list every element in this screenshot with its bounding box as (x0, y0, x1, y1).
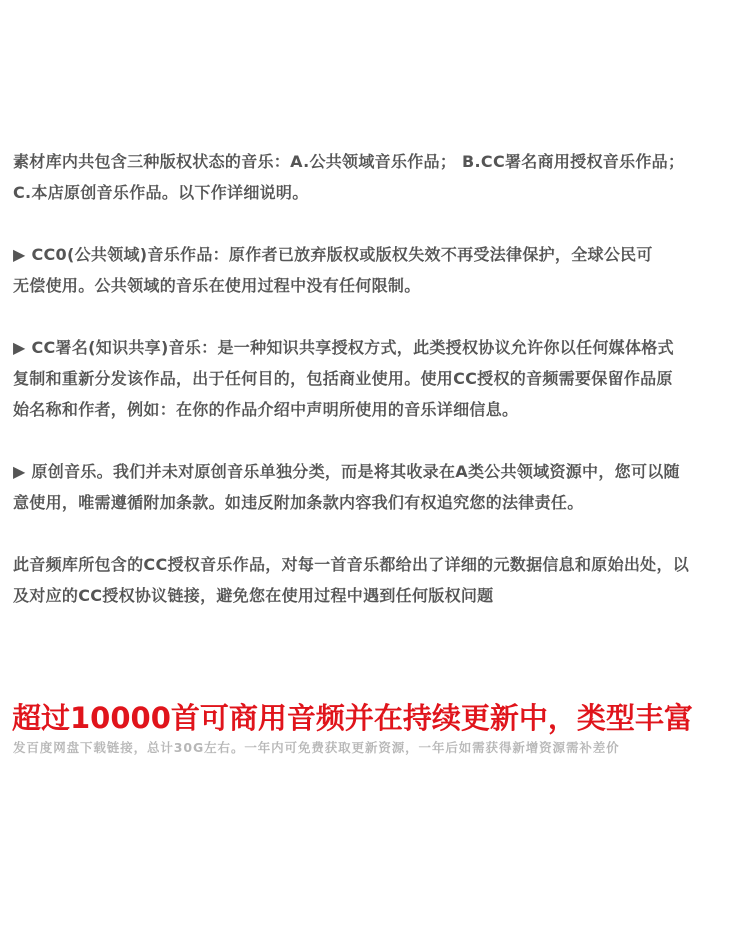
paragraph-gap (13, 518, 741, 549)
paragraph-gap (13, 208, 741, 239)
cc-by-line-2: 复制和重新分发该作品，出于任何目的，包括商业使用。使用CC授权的音频需要保留作品原 (13, 369, 673, 388)
cc-by-line-3: 始名称和作者，例如：在你的作品介绍中声明所使用的音乐详细信息。 (13, 400, 519, 419)
summary-line-2: 及对应的CC授权协议链接，避免您在使用过程中遇到任何版权问题 (13, 586, 494, 605)
cc0-line-1: ▶ CC0(公共领域)音乐作品：原作者已放弃版权或版权失效不再受法律保护，全球公民可 (13, 245, 653, 264)
summary-line-1: 此音频库所包含的CC授权音乐作品，对每一首音乐都给出了详细的元数据信息和原始出处，以 (13, 555, 690, 574)
cc0-line-2: 无偿使用。公共领域的音乐在使用过程中没有任何限制。 (13, 276, 421, 295)
original-line-2: 意使用，唯需遵循附加条款。如违反附加条款内容我们有权追究您的法律责任。 (13, 493, 584, 512)
paragraph-gap (13, 425, 741, 456)
original-line-1: ▶ 原创音乐。我们并未对原创音乐单独分类，而是将其收录在A类公共领域资源中，您可以随 (13, 462, 680, 481)
license-description (13, 146, 741, 611)
intro-line-2: C.本店原创音乐作品。以下作详细说明。 (13, 183, 309, 202)
promo-subline: 发百度网盘下载链接，总计30G左右。一年内可免费获取更新资源，一年后如需获得新增资源需补差价 (13, 740, 620, 755)
paragraph-gap (13, 301, 741, 332)
promo-headline: 超过10000首可商用音频并在持续更新中，类型丰富 (12, 701, 693, 735)
cc-by-line-1: ▶ CC署名(知识共享)音乐：是一种知识共享授权方式，此类授权协议允许你以任何媒体格式 (13, 338, 674, 357)
intro-line-1: 素材库内共包含三种版权状态的音乐：A.公共领域音乐作品； B.CC署名商用授权音乐作品； (13, 152, 685, 171)
